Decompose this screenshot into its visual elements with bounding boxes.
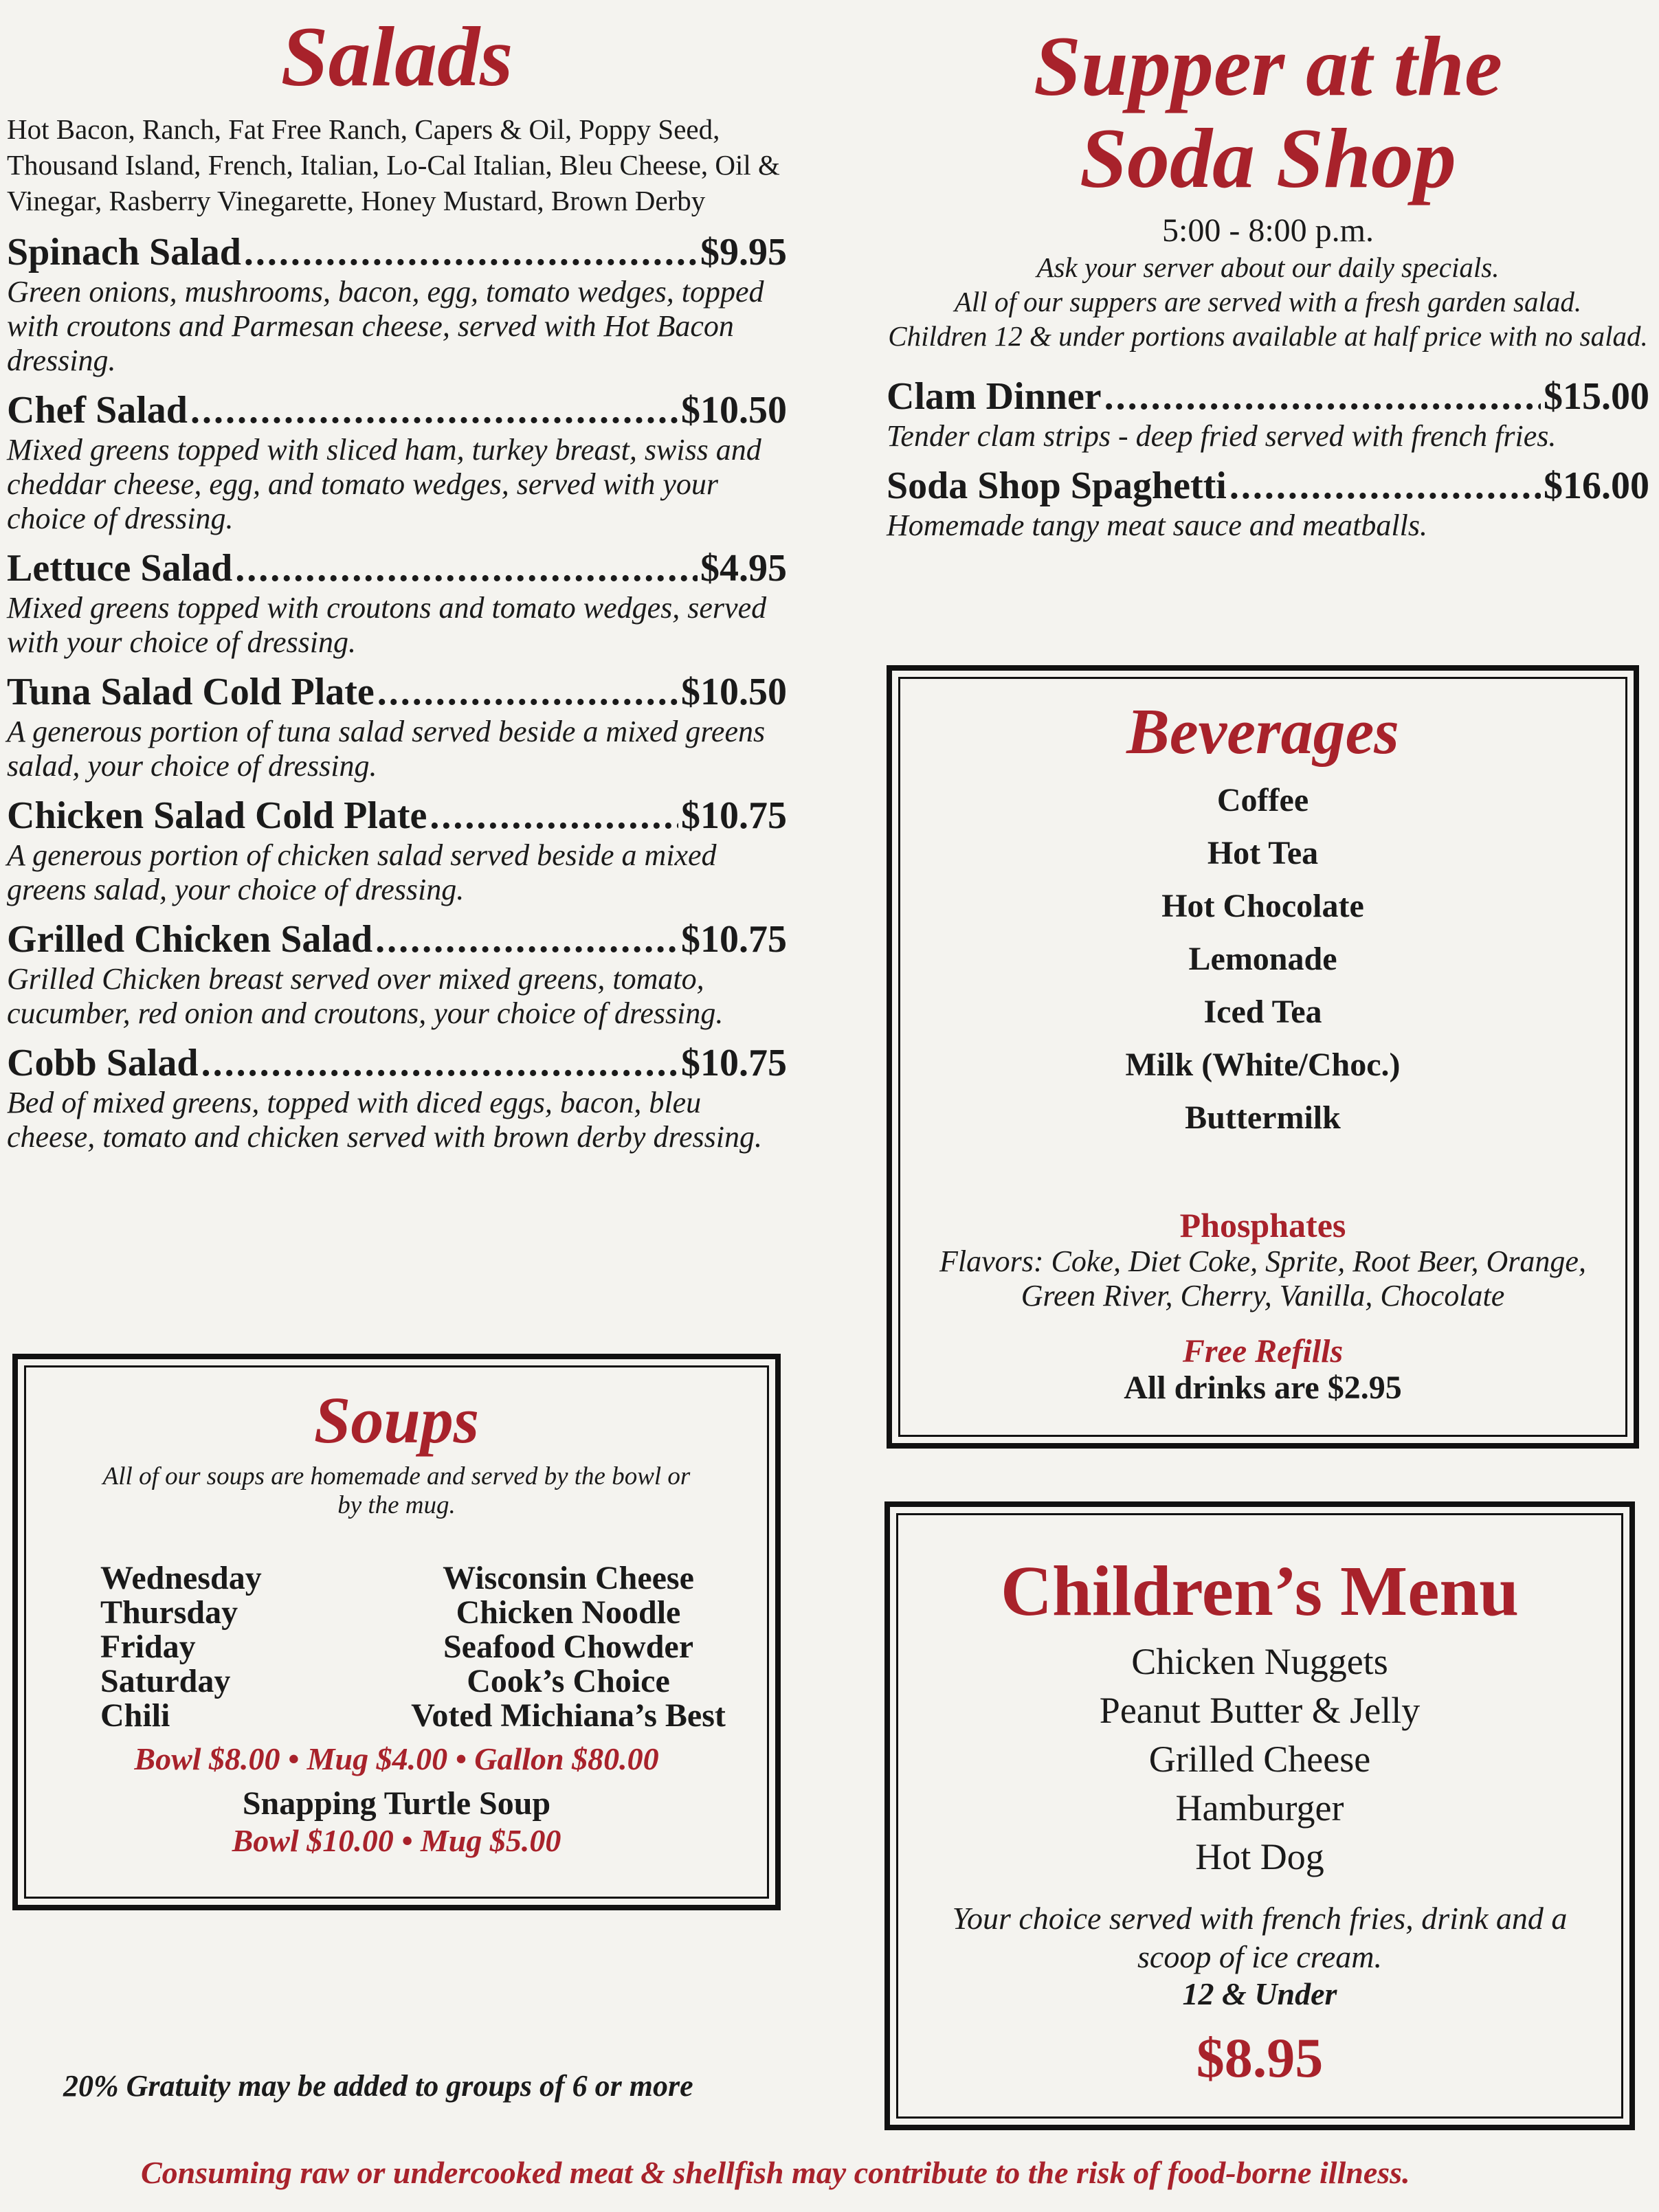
menu-item (7, 917, 787, 1031)
soup-schedule (100, 1561, 741, 1733)
soup-day: Friday (100, 1629, 196, 1665)
item-description: Grilled Chicken breast served over mixed greens, tomato, cucumber, red onion and croutons, your choice of dressing. (7, 962, 724, 1030)
leader-dots (190, 388, 678, 433)
supper-note: All of our suppers are served with a fresh garden salad. (954, 286, 1582, 317)
item-description: Bed of mixed greens, topped with diced eggs, bacon, bleu cheese, tomato and chicken served with brown derby dressing. (7, 1086, 762, 1154)
item-name: Soda Shop Spaghetti (887, 465, 1227, 507)
menu-item (887, 463, 1649, 543)
childrens-menu-box (884, 1501, 1635, 2130)
salads-section (7, 0, 787, 1164)
beverage-item: Coffee (1216, 782, 1309, 818)
supper-note: Ask your server about our daily specials. (1036, 252, 1500, 283)
item-price: $10.75 (681, 1042, 787, 1084)
beverage-item: Iced Tea (1203, 994, 1322, 1030)
supper-note: Children 12 & under portions available at half price with no salad. (888, 320, 1648, 352)
item-description: Tender clam strips - deep fried served with french fries. (887, 419, 1557, 453)
soup-flavor: Cook’s Choice (467, 1663, 670, 1699)
dressing-list: Hot Bacon, Ranch, Fat Free Ranch, Capers & Oil, Poppy Seed, Thousand Island, French, Italian, Lo-Cal Italian, Bleu Cheese, Oil & Vinegar, Rasberry Vinegarette, Honey Mustard, Brown Derby (7, 113, 780, 216)
soup-flavor: Wisconsin Cheese (443, 1560, 694, 1596)
phosphates-title: Phosphates (1179, 1206, 1346, 1244)
beverage-list (926, 774, 1599, 1144)
leader-dots (430, 793, 678, 838)
leader-dots (377, 669, 678, 715)
item-price: $16.00 (1544, 465, 1649, 507)
food-safety-warning: Consuming raw or undercooked meat & shellfish may contribute to the risk of food-borne illness. (141, 2155, 1410, 2190)
beverages-title: Beverages (1126, 696, 1399, 768)
soup-flavor: Voted Michiana’s Best (411, 1697, 726, 1734)
special-soup-prices: Bowl $10.00 • Mug $5.00 (232, 1823, 561, 1858)
leader-dots (1104, 374, 1541, 419)
soups-title: Soups (313, 1383, 480, 1457)
item-description: Green onions, mushrooms, bacon, egg, tomato wedges, topped with croutons and Parmesan cheese, served with Hot Bacon dressing. (7, 275, 764, 377)
childrens-item: Peanut Butter & Jelly (1099, 1690, 1421, 1731)
supper-title-line2: Soda Shop (1080, 111, 1456, 205)
item-description: Mixed greens topped with croutons and tomato wedges, served with your choice of dressing. (7, 591, 767, 659)
soup-flavor: Chicken Noodle (456, 1594, 681, 1631)
item-description: Homemade tangy meat sauce and meatballs. (887, 509, 1427, 542)
item-price: $10.50 (681, 671, 787, 713)
childrens-item: Grilled Cheese (1148, 1739, 1371, 1780)
item-name: Spinach Salad (7, 231, 241, 273)
special-soup-name: Snapping Turtle Soup (242, 1785, 551, 1822)
beverage-item: Milk (White/Choc.) (1125, 1047, 1401, 1083)
childrens-price: $8.95 (1196, 2026, 1324, 2089)
childrens-age: 12 & Under (1182, 1976, 1337, 2011)
gratuity-note: 20% Gratuity may be added to groups of 6 or more (63, 2069, 693, 2103)
leader-dots (244, 230, 698, 275)
beverages-box (887, 665, 1639, 1449)
menu-item (7, 669, 787, 783)
supper-hours: 5:00 - 8:00 p.m. (1162, 212, 1374, 249)
supper-section (887, 0, 1649, 552)
childrens-menu-title: Children’s Menu (1000, 1552, 1519, 1631)
soup-day: Saturday (100, 1663, 231, 1699)
menu-item (887, 374, 1649, 454)
childrens-item: Hot Dog (1195, 1836, 1324, 1877)
leader-dots (375, 917, 678, 962)
beverage-item: Lemonade (1188, 941, 1337, 977)
menu-item (7, 793, 787, 907)
soups-box (12, 1354, 781, 1910)
menu-item (7, 230, 787, 378)
soup-day: Chili (100, 1697, 170, 1734)
menu-item (7, 1040, 787, 1154)
item-name: Lettuce Salad (7, 547, 233, 590)
item-price: $15.00 (1544, 375, 1649, 418)
item-name: Chicken Salad Cold Plate (7, 794, 427, 837)
childrens-item-list (924, 1638, 1595, 1881)
item-description: A generous portion of chicken salad served beside a mixed greens salad, your choice of dressing. (7, 838, 717, 906)
item-name: Grilled Chicken Salad (7, 918, 373, 961)
drink-price: All drinks are $2.95 (1124, 1370, 1402, 1406)
item-name: Chef Salad (7, 389, 188, 432)
item-price: $4.95 (700, 547, 787, 590)
beverage-item: Buttermilk (1185, 1099, 1341, 1136)
soup-prices: Bowl $8.00 • Mug $4.00 • Gallon $80.00 (134, 1741, 659, 1776)
supper-title (887, 21, 1649, 205)
soup-day: Wednesday (100, 1560, 262, 1596)
item-price: $10.50 (681, 389, 787, 432)
item-description: A generous portion of tuna salad served beside a mixed greens salad, your choice of dressing. (7, 715, 766, 783)
soup-flavor: Seafood Chowder (443, 1629, 693, 1665)
menu-item (7, 546, 787, 660)
item-name: Clam Dinner (887, 375, 1102, 418)
supper-title-line1: Supper at the (1033, 19, 1503, 113)
leader-dots (235, 546, 698, 591)
item-name: Cobb Salad (7, 1042, 199, 1084)
beverage-item: Hot Chocolate (1161, 888, 1364, 924)
leader-dots (1229, 463, 1541, 509)
beverage-item: Hot Tea (1207, 835, 1319, 871)
phosphates-flavors: Flavors: Coke, Diet Coke, Sprite, Root Beer, Orange, Green River, Cherry, Vanilla, Chocolate (939, 1244, 1586, 1312)
childrens-note: Your choice served with french fries, drink and a scoop of ice cream. (952, 1901, 1568, 1974)
childrens-item: Hamburger (1175, 1787, 1344, 1829)
soup-day: Thursday (100, 1594, 238, 1631)
item-name: Tuna Salad Cold Plate (7, 671, 375, 713)
item-price: $10.75 (681, 918, 787, 961)
menu-item (7, 388, 787, 536)
free-refills: Free Refills (1182, 1333, 1344, 1370)
childrens-item: Chicken Nuggets (1131, 1641, 1388, 1682)
item-description: Mixed greens topped with sliced ham, turkey breast, swiss and cheddar cheese, egg, and tomato wedges, served with your choice of dressing. (7, 433, 761, 535)
soups-note: All of our soups are homemade and served by the bowl or by the mug. (102, 1462, 691, 1519)
item-price: $10.75 (681, 794, 787, 837)
item-price: $9.95 (700, 231, 787, 273)
leader-dots (201, 1040, 678, 1086)
salads-title: Salads (280, 10, 513, 104)
